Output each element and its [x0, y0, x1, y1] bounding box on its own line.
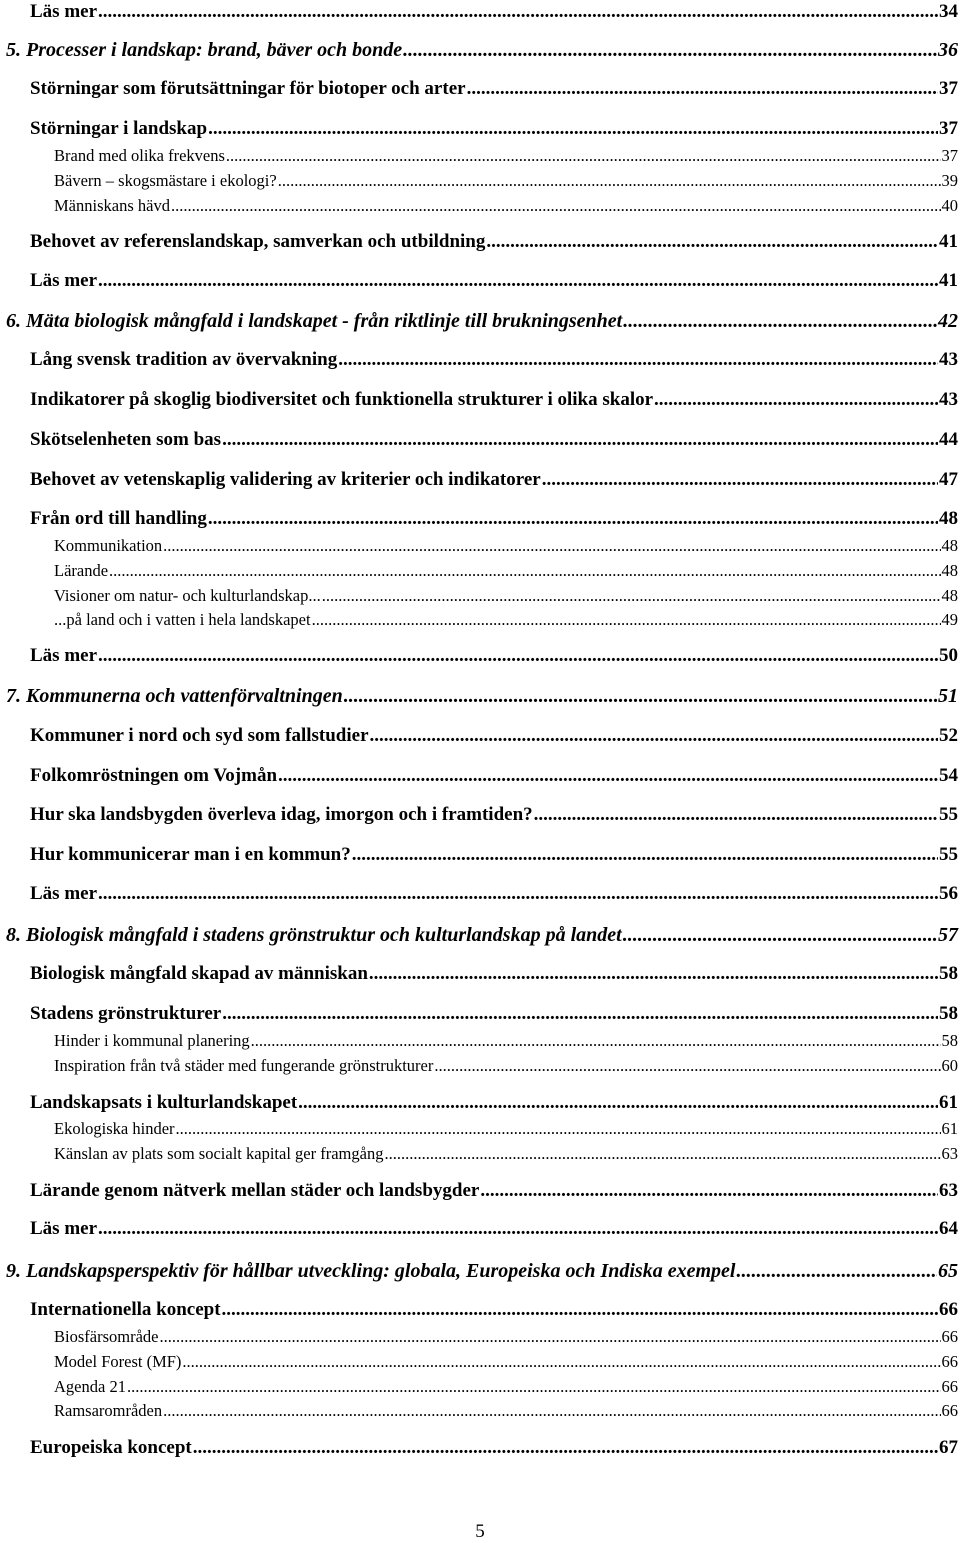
dot-leader [98, 883, 938, 905]
toc-entry[interactable] [0, 1218, 960, 1240]
toc-entry-page: 66 [939, 1299, 958, 1320]
toc-entry[interactable] [0, 1299, 960, 1321]
toc-entry[interactable] [0, 1144, 960, 1164]
toc-entry-title: Visioner om natur- och kulturlandskap... [54, 586, 321, 605]
toc-entry-title: Behovet av referenslandskap, samverkan och utbildning [30, 231, 486, 252]
toc-entry-page: 44 [939, 429, 958, 450]
toc-entry-page: 34 [939, 1, 958, 22]
toc-entry[interactable] [0, 561, 960, 581]
dot-leader [208, 508, 938, 530]
toc-entry-title: 5. Processer i landskap: brand, bäver och bonde [6, 39, 403, 61]
toc-entry-page: 36 [938, 39, 958, 61]
toc-entry[interactable] [0, 685, 960, 708]
toc-entry-page: 48 [941, 586, 958, 605]
dot-leader [542, 469, 938, 491]
toc-entry-title: Inspiration från två städer med fungerande grönstrukturer [54, 1056, 434, 1075]
toc-entry[interactable] [0, 310, 960, 333]
toc-entry-page: 55 [939, 804, 958, 825]
dot-leader [434, 1056, 940, 1076]
toc-entry-page: 54 [939, 765, 958, 786]
toc-entry-page: 43 [939, 349, 958, 370]
toc-entry[interactable] [0, 1180, 960, 1202]
dot-leader [251, 1031, 941, 1051]
toc-entry-title: Läs mer [30, 645, 98, 666]
toc-entry[interactable] [0, 389, 960, 411]
dot-leader [736, 1260, 937, 1283]
dot-leader [369, 963, 938, 985]
dot-leader [298, 1092, 938, 1114]
toc-entry-page: 43 [939, 389, 958, 410]
toc-entry-page: 39 [941, 171, 958, 190]
dot-leader [278, 171, 941, 191]
toc-entry-title: ...på land och i vatten i hela landskapet [54, 610, 311, 629]
toc-entry-page: 60 [941, 1056, 958, 1075]
toc-entry[interactable] [0, 118, 960, 140]
toc-entry-title: Kommunikation [54, 536, 163, 555]
toc-entry[interactable] [0, 1327, 960, 1347]
toc-entry[interactable] [0, 1056, 960, 1076]
dot-leader [222, 1299, 938, 1321]
dot-leader [486, 231, 938, 253]
toc-entry-title: Störningar i landskap [30, 118, 208, 139]
dot-leader [312, 610, 941, 630]
toc-entry[interactable] [0, 231, 960, 253]
toc-entry-page: 58 [939, 1003, 958, 1024]
toc-entry[interactable] [0, 1352, 960, 1372]
dot-leader [370, 725, 938, 747]
toc-entry[interactable] [0, 963, 960, 985]
toc-entry-title: Folkomröstningen om Vojmån [30, 765, 278, 786]
toc-entry[interactable] [0, 725, 960, 747]
toc-entry[interactable] [0, 1437, 960, 1459]
toc-entry-title: Läs mer [30, 1218, 98, 1239]
toc-entry-title: Läs mer [30, 883, 98, 904]
dot-leader [98, 1218, 938, 1240]
toc-entry-title: Lång svensk tradition av övervakning [30, 349, 338, 370]
toc-entry-title: Lärande [54, 561, 109, 580]
dot-leader [403, 39, 937, 62]
toc-entry-page: 41 [939, 231, 958, 252]
dot-leader [208, 118, 938, 140]
toc-entry-page: 51 [938, 685, 958, 707]
toc-entry-page: 64 [939, 1218, 958, 1239]
dot-leader [222, 429, 938, 451]
toc-entry[interactable] [0, 349, 960, 371]
dot-leader [98, 1, 938, 23]
toc-entry-page: 66 [941, 1352, 958, 1371]
toc-entry-title: Skötselenheten som bas [30, 429, 222, 450]
toc-entry[interactable] [0, 39, 960, 62]
toc-entry[interactable] [0, 536, 960, 556]
toc-entry-page: 66 [941, 1401, 958, 1420]
toc-entry[interactable] [0, 1003, 960, 1025]
toc-entry-page: 48 [941, 536, 958, 555]
toc-entry-title: Från ord till handling [30, 508, 207, 529]
toc-entry-title: Lärande genom nätverk mellan städer och landsbygder [30, 1180, 480, 1201]
toc-entry-title: Hinder i kommunal planering [54, 1031, 250, 1050]
toc-entry-title: Läs mer [30, 270, 98, 291]
toc-entry-page: 55 [939, 844, 958, 865]
toc-entry-title: Ekologiska hinder [54, 1119, 175, 1138]
toc-entry-page: 57 [938, 924, 958, 946]
toc-entry[interactable] [0, 429, 960, 451]
toc-entry[interactable] [0, 78, 960, 100]
toc-entry-page: 61 [941, 1119, 958, 1138]
toc-entry-title: 7. Kommunerna och vattenförvaltningen [6, 685, 343, 707]
toc-entry[interactable] [0, 1401, 960, 1421]
toc-entry[interactable] [0, 1260, 960, 1283]
toc-entry[interactable] [0, 1031, 960, 1051]
toc-entry[interactable] [0, 1119, 960, 1139]
toc-entry[interactable] [0, 171, 960, 191]
toc-entry-title: Brand med olika frekvens [54, 146, 225, 165]
toc-entry[interactable] [0, 924, 960, 947]
dot-leader [623, 310, 937, 333]
toc-entry-page: 58 [941, 1031, 958, 1050]
toc-entry[interactable] [0, 804, 960, 826]
toc-entry-title: Indikatorer på skoglig biodiversitet och funktionella strukturer i olika skalor [30, 389, 654, 410]
toc-entry-title: Agenda 21 [54, 1377, 126, 1396]
toc-entry[interactable] [0, 765, 960, 787]
toc-entry-title: Människans hävd [54, 196, 170, 215]
dot-leader [352, 844, 938, 866]
toc-entry-title: Ramsarområden [54, 1401, 163, 1420]
toc-entry[interactable] [0, 586, 960, 606]
toc-entry-page: 41 [939, 270, 958, 291]
toc-entry-title: Hur ska landsbygden överleva idag, imorgon och i framtiden? [30, 804, 533, 825]
dot-leader [384, 1144, 940, 1164]
page-number: 5 [475, 1521, 485, 1542]
toc-entry-page: 61 [939, 1092, 958, 1113]
toc-entry-title: Internationella koncept [30, 1299, 221, 1320]
toc-entry-title: Känslan av plats som socialt kapital ger framgång [54, 1144, 384, 1163]
dot-leader [226, 146, 941, 166]
toc-entry-title: Störningar som förutsättningar för biotoper och arter [30, 78, 466, 99]
dot-leader [163, 1401, 940, 1421]
toc-entry-title: 6. Mäta biologisk mångfald i landskapet - från riktlinje till brukningsenhet [6, 310, 623, 332]
toc-entry[interactable] [0, 645, 960, 667]
toc-entry-title: Stadens grönstrukturer [30, 1003, 222, 1024]
toc-entry-title: Biosfärsområde [54, 1327, 159, 1346]
toc-entry-title: Landskapsats i kulturlandskapet [30, 1092, 298, 1113]
toc-entry-title: Läs mer [30, 1, 98, 22]
toc-entry[interactable] [0, 508, 960, 530]
dot-leader [159, 1327, 940, 1347]
dot-leader [98, 645, 938, 667]
toc-entry-page: 66 [941, 1327, 958, 1346]
toc-entry-page: 40 [941, 196, 958, 215]
toc-entry-page: 52 [939, 725, 958, 746]
dot-leader [344, 685, 937, 708]
dot-leader [322, 586, 941, 606]
toc-entry[interactable] [0, 844, 960, 866]
dot-leader [467, 78, 938, 100]
toc-entry-title: Bävern – skogsmästare i ekologi? [54, 171, 277, 190]
toc-entry[interactable] [0, 146, 960, 166]
toc-entry[interactable] [0, 1092, 960, 1114]
toc-entry-page: 63 [941, 1144, 958, 1163]
toc-entry-page: 63 [939, 1180, 958, 1201]
toc-entry-title: 9. Landskapsperspektiv för hållbar utveckling: globala, Europeiska och Indiska exempel [6, 1260, 736, 1282]
toc-entry-title: Europeiska koncept [30, 1437, 192, 1458]
toc-entry[interactable] [0, 469, 960, 491]
toc-entry-page: 66 [941, 1377, 958, 1396]
dot-leader [163, 536, 940, 556]
toc-entry-title: Kommuner i nord och syd som fallstudier [30, 725, 369, 746]
toc-entry-title: 8. Biologisk mångfald i stadens grönstruktur och kulturlandskap på landet [6, 924, 622, 946]
toc-entry-page: 50 [939, 645, 958, 666]
toc-entry-page: 48 [941, 561, 958, 580]
dot-leader [182, 1352, 940, 1372]
dot-leader [338, 349, 938, 371]
dot-leader [623, 924, 937, 947]
toc-entry-title: Behovet av vetenskaplig validering av kriterier och indikatorer [30, 469, 541, 490]
toc-entry[interactable] [0, 270, 960, 292]
toc-entry[interactable] [0, 883, 960, 905]
toc-entry[interactable] [0, 1377, 960, 1397]
toc-entry[interactable] [0, 196, 960, 216]
dot-leader [480, 1180, 938, 1202]
dot-leader [98, 270, 938, 292]
toc-entry-page: 42 [938, 310, 958, 332]
dot-leader [193, 1437, 938, 1459]
toc-entry[interactable] [0, 610, 960, 630]
toc-entry-page: 37 [941, 146, 958, 165]
toc-entry-title: Hur kommunicerar man i en kommun? [30, 844, 351, 865]
toc-entry-page: 37 [939, 118, 958, 139]
dot-leader [171, 196, 941, 216]
dot-leader [654, 389, 938, 411]
toc-entry-title: Model Forest (MF) [54, 1352, 182, 1371]
dot-leader [534, 804, 938, 826]
dot-leader [127, 1377, 941, 1397]
toc-entry-page: 65 [938, 1260, 958, 1282]
toc-entry-page: 37 [939, 78, 958, 99]
toc-entry-page: 48 [939, 508, 958, 529]
toc-entry-page: 58 [939, 963, 958, 984]
dot-leader [109, 561, 940, 581]
toc-entry-page: 56 [939, 883, 958, 904]
dot-leader [176, 1119, 941, 1139]
dot-leader [278, 765, 938, 787]
toc-entry-page: 49 [941, 610, 958, 629]
toc-entry-page: 67 [939, 1437, 958, 1458]
dot-leader [222, 1003, 938, 1025]
toc-entry-page: 47 [939, 469, 958, 490]
toc-entry[interactable] [0, 1, 960, 23]
toc-entry-title: Biologisk mångfald skapad av människan [30, 963, 368, 984]
